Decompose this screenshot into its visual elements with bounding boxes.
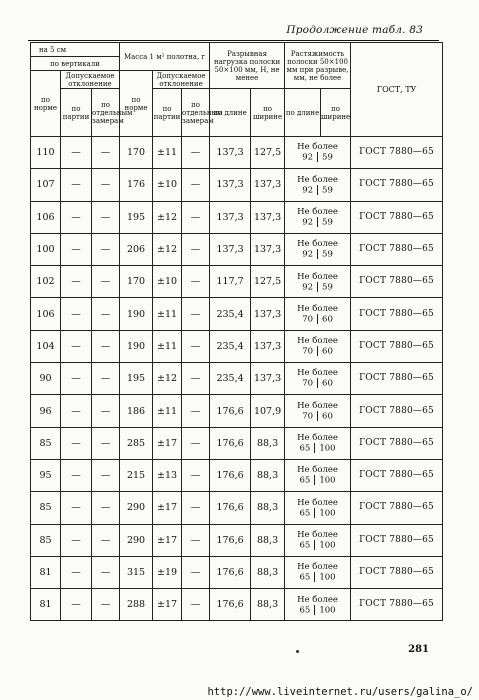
cell-elongation xyxy=(285,298,351,330)
cell-elong-width: 59 xyxy=(322,217,333,228)
header-prev-group: на 5 см xyxy=(31,43,120,57)
cell-vert-single: — xyxy=(92,298,120,330)
watermark-url: http://www.liveinternet.ru/users/galina_o/ xyxy=(207,686,473,698)
cell-load-length: 176,6 xyxy=(210,556,251,588)
cell-load-width: 137,3 xyxy=(251,363,285,395)
cell-elongation-label: Не более xyxy=(297,336,338,347)
cell-gost: ГОСТ 7880—65 xyxy=(351,169,443,201)
ink-speck xyxy=(296,650,299,653)
cell-gost: ГОСТ 7880—65 xyxy=(351,459,443,491)
header-mass-deviation: Допускаемое отклонение xyxy=(153,71,210,89)
cell-vert-norm: 110 xyxy=(31,137,61,169)
cell-mass-norm: 195 xyxy=(120,201,153,233)
cell-elong-width: 100 xyxy=(319,572,336,583)
cell-mass-deviation: ±17 xyxy=(153,589,182,621)
cell-mass-norm: 215 xyxy=(120,459,153,491)
header-mass: Масса 1 м² полотна, г xyxy=(120,43,210,71)
cell-vert-batch: — xyxy=(61,266,92,298)
cell-elong-length: 65 xyxy=(299,572,311,583)
cell-load-width: 127,5 xyxy=(251,137,285,169)
cell-elongation-label: Не более xyxy=(297,239,338,250)
cell-load-length: 235,4 xyxy=(210,330,251,362)
cell-gost: ГОСТ 7880—65 xyxy=(351,427,443,459)
cell-gost: ГОСТ 7880—65 xyxy=(351,395,443,427)
cell-gost: ГОСТ 7880—65 xyxy=(351,233,443,265)
cell-mass-norm: 170 xyxy=(120,137,153,169)
cell-mass-single: — xyxy=(182,137,210,169)
cell-mass-deviation: ±11 xyxy=(153,395,182,427)
cell-vert-single: — xyxy=(92,169,120,201)
cell-vert-batch: — xyxy=(61,233,92,265)
header-gost: ГОСТ, ТУ xyxy=(351,43,443,137)
cell-divider xyxy=(314,605,315,615)
cell-elongation xyxy=(285,330,351,362)
cell-vert-batch: — xyxy=(61,137,92,169)
cell-elong-length: 70 xyxy=(302,314,314,325)
cell-elong-length: 92 xyxy=(302,152,314,163)
cell-load-width: 137,3 xyxy=(251,233,285,265)
cell-mass-deviation: ±17 xyxy=(153,492,182,524)
cell-mass-deviation: ±13 xyxy=(153,459,182,491)
cell-divider xyxy=(317,282,318,292)
cell-mass-single: — xyxy=(182,524,210,556)
cell-gost: ГОСТ 7880—65 xyxy=(351,589,443,621)
cell-divider xyxy=(314,508,315,518)
top-rule xyxy=(28,40,439,41)
cell-divider xyxy=(317,185,318,195)
cell-load-width: 88,3 xyxy=(251,459,285,491)
cell-elong-width: 59 xyxy=(322,185,333,196)
cell-mass-deviation: ±12 xyxy=(153,233,182,265)
cell-load-width: 88,3 xyxy=(251,589,285,621)
cell-load-width: 107,9 xyxy=(251,395,285,427)
cell-elongation-label: Не более xyxy=(297,303,338,314)
cell-mass-single: — xyxy=(182,395,210,427)
cell-elongation xyxy=(285,363,351,395)
cell-load-length: 137,3 xyxy=(210,233,251,265)
cell-mass-single: — xyxy=(182,298,210,330)
cell-vert-batch: — xyxy=(61,330,92,362)
cell-vert-single: — xyxy=(92,330,120,362)
cell-mass-single: — xyxy=(182,201,210,233)
cell-elong-width: 100 xyxy=(319,540,336,551)
cell-mass-norm: 290 xyxy=(120,524,153,556)
cell-gost: ГОСТ 7880—65 xyxy=(351,330,443,362)
cell-elong-length: 92 xyxy=(302,282,314,293)
cell-load-width: 137,3 xyxy=(251,169,285,201)
cell-elongation-label: Не более xyxy=(297,400,338,411)
cell-elongation xyxy=(285,201,351,233)
cell-divider xyxy=(314,443,315,453)
cell-vert-norm: 106 xyxy=(31,201,61,233)
cell-gost: ГОСТ 7880—65 xyxy=(351,266,443,298)
cell-elong-length: 65 xyxy=(299,443,311,454)
cell-elong-length: 92 xyxy=(302,249,314,260)
cell-elong-length: 92 xyxy=(302,217,314,228)
cell-mass-single: — xyxy=(182,427,210,459)
table-row xyxy=(31,233,443,265)
cell-load-length: 137,3 xyxy=(210,169,251,201)
cell-vert-single: — xyxy=(92,459,120,491)
cell-elong-width: 100 xyxy=(319,508,336,519)
cell-mass-norm: 285 xyxy=(120,427,153,459)
cell-vert-norm: 85 xyxy=(31,427,61,459)
header-elong-width: по ширине xyxy=(321,89,351,137)
cell-elongation-label: Не более xyxy=(297,271,338,282)
cell-mass-norm: 195 xyxy=(120,363,153,395)
cell-divider xyxy=(317,378,318,388)
cell-vert-single: — xyxy=(92,363,120,395)
cell-load-length: 176,6 xyxy=(210,492,251,524)
cell-vert-batch: — xyxy=(61,589,92,621)
cell-gost: ГОСТ 7880—65 xyxy=(351,137,443,169)
cell-vert-batch: — xyxy=(61,298,92,330)
cell-gost: ГОСТ 7880—65 xyxy=(351,492,443,524)
cell-vert-single: — xyxy=(92,524,120,556)
cell-vert-batch: — xyxy=(61,427,92,459)
cell-load-length: 235,4 xyxy=(210,363,251,395)
table-row xyxy=(31,524,443,556)
cell-load-length: 176,6 xyxy=(210,589,251,621)
cell-mass-single: — xyxy=(182,169,210,201)
cell-load-width: 88,3 xyxy=(251,524,285,556)
cell-gost: ГОСТ 7880—65 xyxy=(351,201,443,233)
cell-load-length: 235,4 xyxy=(210,298,251,330)
cell-mass-norm: 290 xyxy=(120,492,153,524)
cell-elongation xyxy=(285,524,351,556)
header-mass-norm: по норме xyxy=(120,71,153,137)
cell-load-width: 88,3 xyxy=(251,427,285,459)
cell-elongation-label: Не более xyxy=(297,174,338,185)
cell-load-width: 137,3 xyxy=(251,201,285,233)
cell-mass-deviation: ±12 xyxy=(153,363,182,395)
cell-mass-single: — xyxy=(182,266,210,298)
cell-elongation xyxy=(285,395,351,427)
cell-divider xyxy=(317,346,318,356)
cell-elongation xyxy=(285,137,351,169)
cell-vert-single: — xyxy=(92,427,120,459)
header-mass-single: по отдельным замерам xyxy=(182,89,210,137)
cell-vert-batch: — xyxy=(61,524,92,556)
cell-mass-deviation: ±17 xyxy=(153,427,182,459)
header-vert-single: по отдельным замерам xyxy=(92,89,120,137)
cell-load-length: 176,6 xyxy=(210,395,251,427)
cell-elong-width: 59 xyxy=(322,282,333,293)
cell-load-width: 127,5 xyxy=(251,266,285,298)
cell-elongation xyxy=(285,492,351,524)
cell-vert-batch: — xyxy=(61,169,92,201)
cell-vert-norm: 90 xyxy=(31,363,61,395)
cell-mass-single: — xyxy=(182,589,210,621)
cell-mass-deviation: ±10 xyxy=(153,169,182,201)
cell-elongation xyxy=(285,169,351,201)
cell-mass-deviation: ±11 xyxy=(153,298,182,330)
cell-vert-norm: 100 xyxy=(31,233,61,265)
cell-load-length: 137,3 xyxy=(210,137,251,169)
cell-elong-length: 65 xyxy=(299,605,311,616)
cell-mass-single: — xyxy=(182,556,210,588)
cell-load-length: 176,6 xyxy=(210,427,251,459)
cell-mass-norm: 190 xyxy=(120,330,153,362)
header-mass-batch: по партии xyxy=(153,89,182,137)
cell-elongation-label: Не более xyxy=(297,368,338,379)
cell-gost: ГОСТ 7880—65 xyxy=(351,556,443,588)
cell-elong-length: 65 xyxy=(299,508,311,519)
table-row xyxy=(31,363,443,395)
cell-divider xyxy=(317,314,318,324)
table-body xyxy=(31,137,443,621)
header-vert-deviation: Допускаемое отклонение xyxy=(61,71,120,89)
cell-elongation-label: Не более xyxy=(297,529,338,540)
cell-elong-width: 100 xyxy=(319,605,336,616)
cell-elongation-label: Не более xyxy=(297,465,338,476)
cell-divider xyxy=(317,249,318,259)
cell-mass-single: — xyxy=(182,459,210,491)
cell-vert-norm: 85 xyxy=(31,492,61,524)
page-number: 281 xyxy=(408,644,429,655)
header-vert-norm: по норме xyxy=(31,71,61,137)
cell-vert-batch: — xyxy=(61,556,92,588)
cell-load-length: 176,6 xyxy=(210,524,251,556)
cell-vert-norm: 104 xyxy=(31,330,61,362)
cell-mass-norm: 190 xyxy=(120,298,153,330)
table-row xyxy=(31,266,443,298)
cell-divider xyxy=(314,540,315,550)
cell-mass-norm: 186 xyxy=(120,395,153,427)
continuation-label: Продолжение табл. 83 xyxy=(286,24,423,36)
cell-mass-deviation: ±11 xyxy=(153,137,182,169)
cell-vert-single: — xyxy=(92,137,120,169)
cell-mass-deviation: ±19 xyxy=(153,556,182,588)
cell-elong-length: 70 xyxy=(302,411,314,422)
table-row xyxy=(31,427,443,459)
cell-vert-single: — xyxy=(92,395,120,427)
cell-elong-width: 59 xyxy=(322,152,333,163)
cell-mass-single: — xyxy=(182,363,210,395)
cell-elongation xyxy=(285,556,351,588)
cell-load-width: 88,3 xyxy=(251,556,285,588)
table-row xyxy=(31,556,443,588)
cell-mass-single: — xyxy=(182,330,210,362)
cell-load-length: 117,7 xyxy=(210,266,251,298)
cell-elong-length: 70 xyxy=(302,378,314,389)
cell-vert-batch: — xyxy=(61,363,92,395)
table-row xyxy=(31,395,443,427)
cell-vert-single: — xyxy=(92,589,120,621)
cell-elong-width: 100 xyxy=(319,443,336,454)
cell-elong-width: 60 xyxy=(322,314,333,325)
cell-vert-norm: 102 xyxy=(31,266,61,298)
cell-elongation xyxy=(285,233,351,265)
cell-load-length: 176,6 xyxy=(210,459,251,491)
cell-vert-norm: 95 xyxy=(31,459,61,491)
cell-elongation-label: Не более xyxy=(297,562,338,573)
cell-vert-norm: 81 xyxy=(31,556,61,588)
cell-vert-norm: 107 xyxy=(31,169,61,201)
cell-load-length: 137,3 xyxy=(210,201,251,233)
cell-vert-batch: — xyxy=(61,395,92,427)
header-elongation: Растяжимость полоски 50×100 мм при разрыве, мм, не более xyxy=(285,43,351,89)
cell-elong-length: 65 xyxy=(299,540,311,551)
cell-elongation xyxy=(285,589,351,621)
header-vert-batch: по партии xyxy=(61,89,92,137)
cell-elongation-label: Не более xyxy=(297,206,338,217)
cell-elong-width: 60 xyxy=(322,378,333,389)
table-row xyxy=(31,492,443,524)
cell-gost: ГОСТ 7880—65 xyxy=(351,363,443,395)
cell-vert-norm: 85 xyxy=(31,524,61,556)
cell-mass-single: — xyxy=(182,233,210,265)
cell-vert-single: — xyxy=(92,556,120,588)
cell-vert-norm: 96 xyxy=(31,395,61,427)
cell-elongation-label: Не более xyxy=(297,142,338,153)
cell-load-width: 88,3 xyxy=(251,492,285,524)
cell-vert-norm: 81 xyxy=(31,589,61,621)
cell-elongation xyxy=(285,459,351,491)
table-row xyxy=(31,298,443,330)
cell-elong-width: 60 xyxy=(322,346,333,357)
header-load-length: по длине xyxy=(210,89,251,137)
cell-mass-single: — xyxy=(182,492,210,524)
cell-mass-deviation: ±12 xyxy=(153,201,182,233)
cell-elong-length: 70 xyxy=(302,346,314,357)
cell-vert-batch: — xyxy=(61,492,92,524)
cell-gost: ГОСТ 7880—65 xyxy=(351,524,443,556)
cell-mass-norm: 288 xyxy=(120,589,153,621)
table-row xyxy=(31,201,443,233)
cell-elong-length: 65 xyxy=(299,475,311,486)
cell-elongation xyxy=(285,427,351,459)
fabric-spec-table xyxy=(30,42,443,621)
cell-elong-width: 59 xyxy=(322,249,333,260)
cell-elong-length: 92 xyxy=(302,185,314,196)
cell-vert-norm: 106 xyxy=(31,298,61,330)
table-row xyxy=(31,459,443,491)
cell-elong-width: 60 xyxy=(322,411,333,422)
cell-mass-norm: 176 xyxy=(120,169,153,201)
table-row xyxy=(31,330,443,362)
cell-elongation-label: Не более xyxy=(297,497,338,508)
cell-mass-norm: 315 xyxy=(120,556,153,588)
cell-elong-width: 100 xyxy=(319,475,336,486)
cell-vert-single: — xyxy=(92,233,120,265)
cell-divider xyxy=(314,572,315,582)
cell-vert-single: — xyxy=(92,492,120,524)
cell-elongation-label: Не более xyxy=(297,433,338,444)
cell-mass-norm: 170 xyxy=(120,266,153,298)
cell-vert-batch: — xyxy=(61,459,92,491)
table-row xyxy=(31,137,443,169)
cell-vert-batch: — xyxy=(61,201,92,233)
table-row xyxy=(31,589,443,621)
cell-mass-deviation: ±10 xyxy=(153,266,182,298)
header-load: Разрывная нагрузка полоски 50×100 мм, Н, не менее xyxy=(210,43,285,89)
header-load-width: по ширине xyxy=(251,89,285,137)
header-vertical: по вертикали xyxy=(31,57,120,71)
cell-divider xyxy=(317,152,318,162)
cell-mass-deviation: ±17 xyxy=(153,524,182,556)
header-elong-length: по длине xyxy=(285,89,321,137)
cell-mass-deviation: ±11 xyxy=(153,330,182,362)
cell-mass-norm: 206 xyxy=(120,233,153,265)
cell-vert-single: — xyxy=(92,201,120,233)
cell-divider xyxy=(317,217,318,227)
cell-vert-single: — xyxy=(92,266,120,298)
cell-load-width: 137,3 xyxy=(251,298,285,330)
table-row xyxy=(31,169,443,201)
cell-divider xyxy=(314,475,315,485)
cell-gost: ГОСТ 7880—65 xyxy=(351,298,443,330)
cell-divider xyxy=(317,411,318,421)
cell-elongation xyxy=(285,266,351,298)
cell-elongation-label: Не более xyxy=(297,594,338,605)
cell-load-width: 137,3 xyxy=(251,330,285,362)
